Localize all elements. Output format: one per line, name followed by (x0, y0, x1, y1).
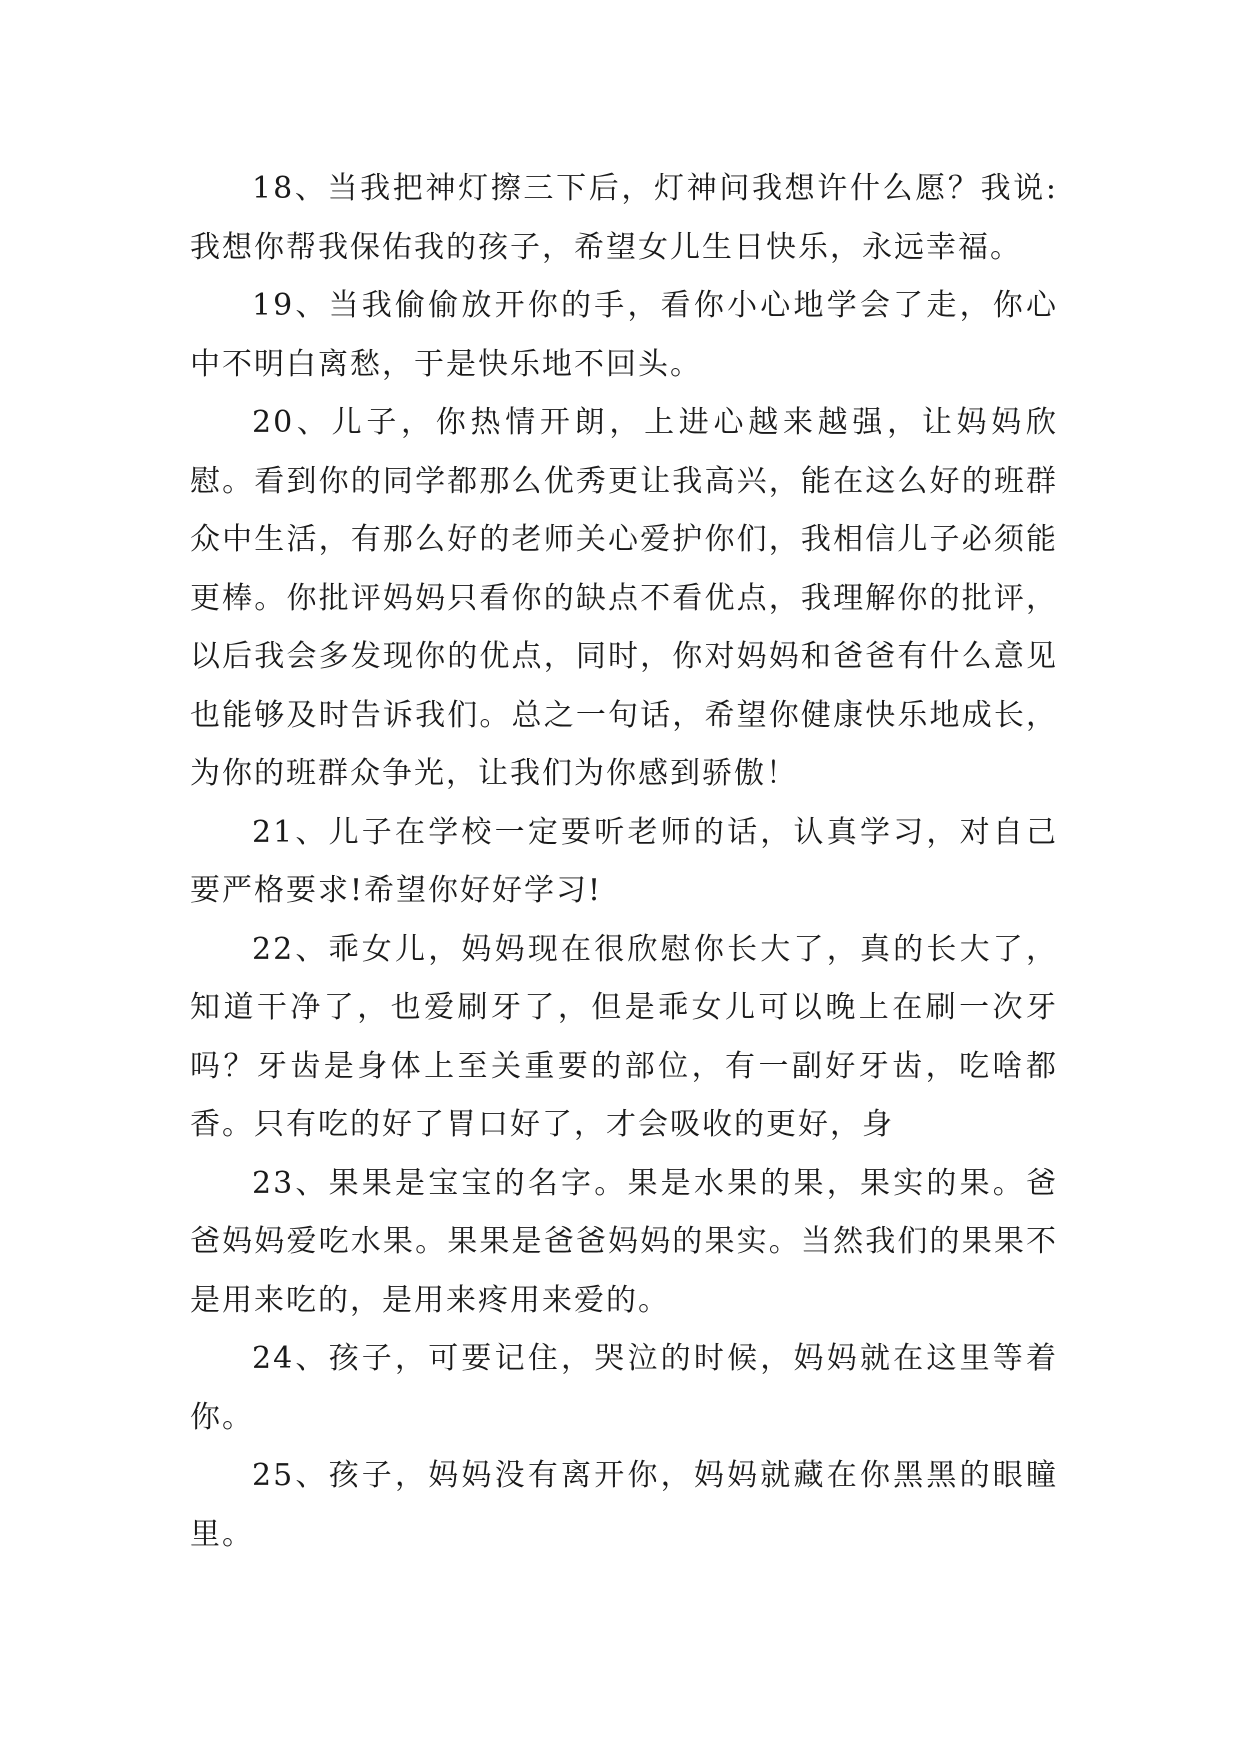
paragraph-18: 18、当我把神灯擦三下后，灯神问我想许什么愿？我说:我想你帮我保佑我的孩子，希望女儿生日快乐，永远幸福。 (190, 171, 1058, 265)
paragraph-20: 20、儿子，你热情开朗，上进心越来越强，让妈妈欣慰。看到你的同学都那么优秀更让我高兴，能在这么好的班群众中生活，有那么好的老师关心爱护你们，我相信儿子必须能更棒。你批评妈妈只看你的缺点不看优点，我理解你的批评，以后我会多发现你的优点，同时，你对妈妈和爸爸有什么意见也能够及时告诉我们。总之一句话，希望你健康快乐地成长，为你的班群众争光，让我们为你感到骄傲！ (190, 405, 1058, 791)
paragraph-23: 23、果果是宝宝的名字。果是水果的果，果实的果。爸爸妈妈爱吃水果。果果是爸爸妈妈的果实。当然我们的果果不是用来吃的，是用来疼用来爱的。 (190, 1165, 1058, 1318)
paragraph-25: 25、孩子，妈妈没有离开你，妈妈就藏在你黑黑的眼瞳里。 (190, 1458, 1058, 1552)
paragraph-24: 24、孩子，可要记住，哭泣的时候，妈妈就在这里等着你。 (190, 1341, 1058, 1435)
paragraph-21: 21、儿子在学校一定要听老师的话，认真学习，对自己要严格要求!希望你好好学习! (190, 814, 1058, 908)
paragraph-19: 19、当我偷偷放开你的手，看你小心地学会了走，你心中不明白离愁，于是快乐地不回头。 (190, 288, 1058, 382)
paragraph-22: 22、乖女儿，妈妈现在很欣慰你长大了，真的长大了，知道干净了，也爱刷牙了，但是乖女儿可以晚上在刷一次牙吗？牙齿是身体上至关重要的部位，有一副好牙齿，吃啥都香。只有吃的好了胃口好了，才会吸收的更好，身 (190, 931, 1058, 1142)
document-body (190, 160, 1058, 1564)
